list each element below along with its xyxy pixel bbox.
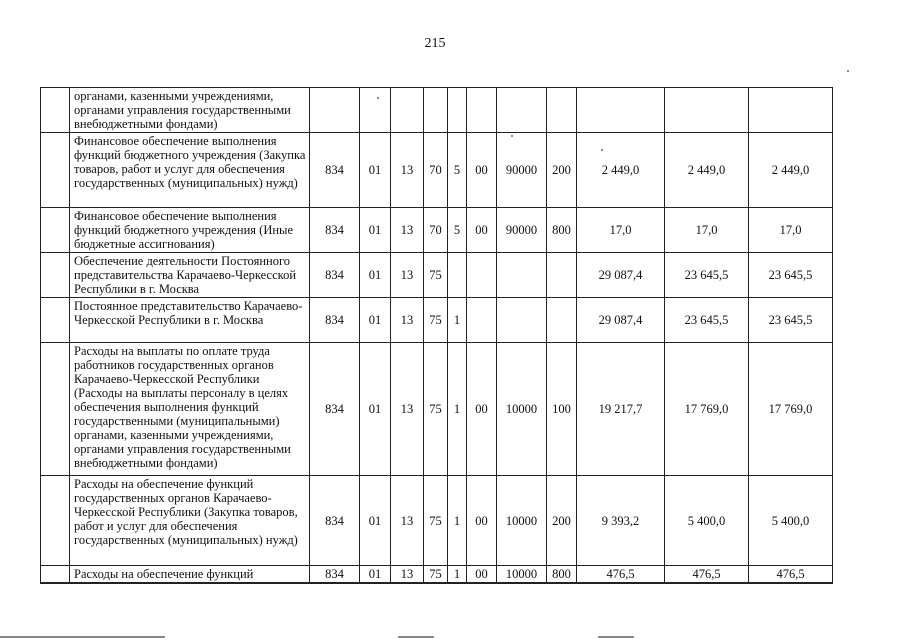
row-number-cell — [41, 298, 70, 343]
description-cell: Расходы на выплаты по оплате труда работников государственных органов Карачаево-Черкесской Республики (Расходы на выплаты персоналу в целях обеспечения выполнения функций государственными (муниципальными) органами, казенными учреждениями, органами управления государственными внебюджетными фондами) — [70, 343, 310, 476]
amount-2-cell: 2 449,0 — [665, 133, 749, 208]
amount-3-cell — [749, 88, 833, 133]
amount-1-cell: 19 217,7 — [577, 343, 665, 476]
subprogram-code-cell: 1 — [448, 298, 467, 343]
ministry-code-cell — [310, 88, 360, 133]
subsection-code-cell: 13 — [391, 133, 424, 208]
scan-speck — [847, 70, 849, 72]
description-cell: органами, казенными учреждениями, органами управления государственными внебюджетными фондами) — [70, 88, 310, 133]
page-number: 215 — [424, 36, 446, 51]
ministry-code-cell: 834 — [310, 343, 360, 476]
main-event-code-cell: 00 — [467, 133, 497, 208]
table-row — [41, 133, 833, 208]
row-number-cell — [41, 566, 70, 584]
section-code-cell: 01 — [360, 298, 391, 343]
subprogram-code-cell: 1 — [448, 566, 467, 584]
program-code-cell: 70 — [424, 133, 448, 208]
main-event-code-cell: 00 — [467, 208, 497, 253]
section-code-cell — [360, 88, 391, 133]
amount-2-cell: 23 645,5 — [665, 298, 749, 343]
amount-2-cell: 17 769,0 — [665, 343, 749, 476]
budget-table — [40, 87, 833, 584]
section-code-cell: 01 — [360, 566, 391, 584]
ministry-code-cell: 834 — [310, 208, 360, 253]
subprogram-code-cell: 5 — [448, 133, 467, 208]
expense-type-cell: 200 — [547, 133, 577, 208]
page-edge-mark — [0, 636, 165, 638]
subsection-code-cell: 13 — [391, 566, 424, 584]
expense-type-cell: 800 — [547, 566, 577, 584]
program-code-cell — [424, 88, 448, 133]
description-cell: Финансовое обеспечение выполнения функций бюджетного учреждения (Иные бюджетные ассигнования) — [70, 208, 310, 253]
direction-code-cell — [497, 253, 547, 298]
row-number-cell — [41, 476, 70, 566]
row-number-cell — [41, 88, 70, 133]
direction-code-cell: 10000 — [497, 343, 547, 476]
description-cell: Расходы на обеспечение функций — [70, 566, 310, 584]
program-code-cell: 75 — [424, 476, 448, 566]
row-number-cell — [41, 343, 70, 476]
table-row — [41, 298, 833, 343]
subsection-code-cell: 13 — [391, 253, 424, 298]
program-code-cell: 75 — [424, 566, 448, 584]
amount-1-cell: 29 087,4 — [577, 253, 665, 298]
amount-1-cell: 29 087,4 — [577, 298, 665, 343]
page-edge-mark — [398, 636, 434, 638]
table-row — [41, 253, 833, 298]
main-event-code-cell: 00 — [467, 343, 497, 476]
subsection-code-cell: 13 — [391, 298, 424, 343]
expense-type-cell — [547, 88, 577, 133]
expense-type-cell: 800 — [547, 208, 577, 253]
row-number-cell — [41, 253, 70, 298]
table-row — [41, 208, 833, 253]
subprogram-code-cell: 5 — [448, 208, 467, 253]
section-code-cell: 01 — [360, 476, 391, 566]
ministry-code-cell: 834 — [310, 476, 360, 566]
program-code-cell: 70 — [424, 208, 448, 253]
expense-type-cell: 200 — [547, 476, 577, 566]
amount-1-cell — [577, 88, 665, 133]
amount-2-cell: 17,0 — [665, 208, 749, 253]
subprogram-code-cell — [448, 88, 467, 133]
scan-speck — [377, 97, 379, 99]
description-cell: Постоянное представительство Карачаево-Черкесской Республики в г. Москва — [70, 298, 310, 343]
direction-code-cell: 10000 — [497, 566, 547, 584]
main-event-code-cell — [467, 253, 497, 298]
amount-3-cell: 5 400,0 — [749, 476, 833, 566]
direction-code-cell — [497, 298, 547, 343]
description-cell: Финансовое обеспечение выполнения функций бюджетного учреждения (Закупка товаров, работ и услуг для обеспечения государственных (муниципальных) нужд) — [70, 133, 310, 208]
expense-type-cell — [547, 298, 577, 343]
description-cell: Обеспечение деятельности Постоянного представительства Карачаево-Черкесской Республики в г. Москва — [70, 253, 310, 298]
scan-speck — [511, 135, 513, 137]
main-event-code-cell — [467, 298, 497, 343]
amount-1-cell: 476,5 — [577, 566, 665, 584]
subsection-code-cell: 13 — [391, 343, 424, 476]
description-cell: Расходы на обеспечение функций государственных органов Карачаево-Черкесской Республики (Закупка товаров, работ и услуг для обеспечения государственных (муниципальных) нужд) — [70, 476, 310, 566]
program-code-cell: 75 — [424, 253, 448, 298]
section-code-cell: 01 — [360, 253, 391, 298]
section-code-cell: 01 — [360, 133, 391, 208]
table-row — [41, 476, 833, 566]
amount-1-cell: 17,0 — [577, 208, 665, 253]
row-number-cell — [41, 133, 70, 208]
direction-code-cell: 90000 — [497, 208, 547, 253]
program-code-cell: 75 — [424, 298, 448, 343]
subprogram-code-cell — [448, 253, 467, 298]
program-code-cell: 75 — [424, 343, 448, 476]
section-code-cell: 01 — [360, 343, 391, 476]
subsection-code-cell: 13 — [391, 208, 424, 253]
amount-3-cell: 17 769,0 — [749, 343, 833, 476]
ministry-code-cell: 834 — [310, 133, 360, 208]
ministry-code-cell: 834 — [310, 253, 360, 298]
main-event-code-cell — [467, 88, 497, 133]
subprogram-code-cell: 1 — [448, 343, 467, 476]
ministry-code-cell: 834 — [310, 298, 360, 343]
amount-1-cell: 2 449,0 — [577, 133, 665, 208]
subsection-code-cell — [391, 88, 424, 133]
amount-3-cell: 2 449,0 — [749, 133, 833, 208]
direction-code-cell: 10000 — [497, 476, 547, 566]
ministry-code-cell: 834 — [310, 566, 360, 584]
amount-3-cell: 23 645,5 — [749, 298, 833, 343]
expense-type-cell — [547, 253, 577, 298]
subsection-code-cell: 13 — [391, 476, 424, 566]
amount-3-cell: 17,0 — [749, 208, 833, 253]
page-edge-mark — [598, 636, 634, 638]
subprogram-code-cell: 1 — [448, 476, 467, 566]
amount-1-cell: 9 393,2 — [577, 476, 665, 566]
amount-3-cell: 23 645,5 — [749, 253, 833, 298]
amount-2-cell: 23 645,5 — [665, 253, 749, 298]
main-event-code-cell: 00 — [467, 566, 497, 584]
section-code-cell: 01 — [360, 208, 391, 253]
table-row — [41, 88, 833, 133]
expense-type-cell: 100 — [547, 343, 577, 476]
table-row — [41, 566, 833, 584]
amount-3-cell: 476,5 — [749, 566, 833, 584]
direction-code-cell: 90000 — [497, 133, 547, 208]
direction-code-cell — [497, 88, 547, 133]
scan-speck — [601, 149, 603, 151]
row-number-cell — [41, 208, 70, 253]
table-row — [41, 343, 833, 476]
amount-2-cell: 5 400,0 — [665, 476, 749, 566]
amount-2-cell: 476,5 — [665, 566, 749, 584]
main-event-code-cell: 00 — [467, 476, 497, 566]
amount-2-cell — [665, 88, 749, 133]
